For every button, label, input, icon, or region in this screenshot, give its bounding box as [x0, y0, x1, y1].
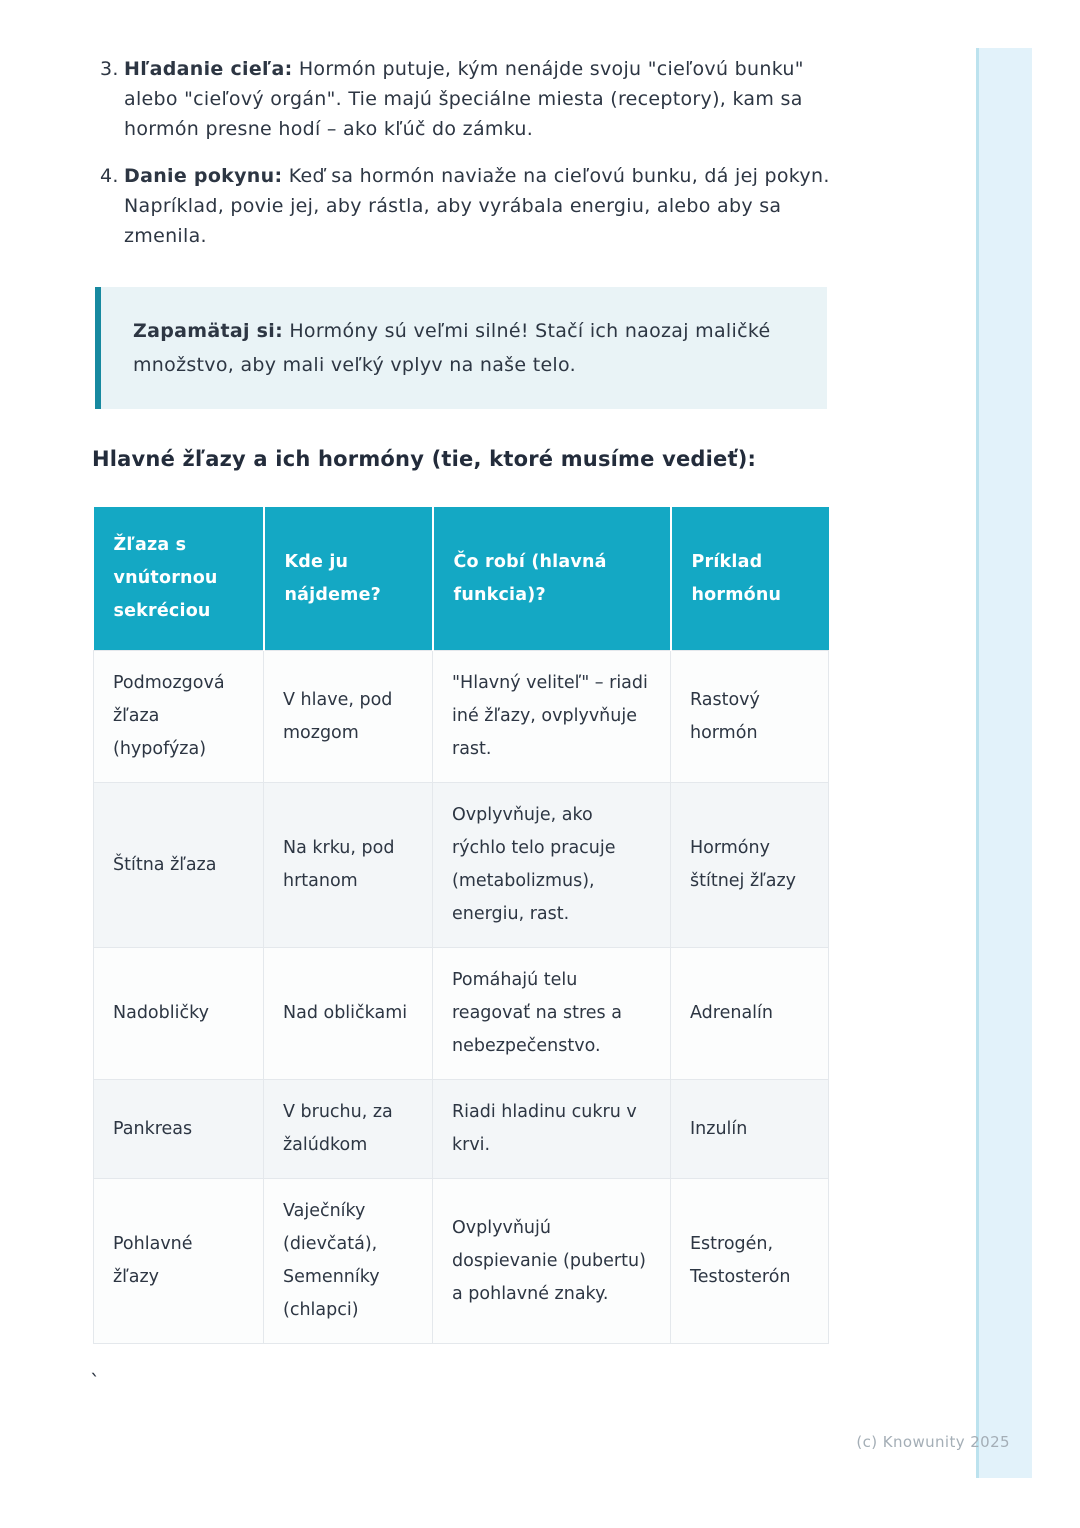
- numbered-list: [100, 54, 900, 251]
- table-header-row: [94, 507, 829, 651]
- list-item-body: Keď sa hormón naviaže na cieľovú bunku, dá jej pokyn. Napríklad, povie jej, aby rástla, aby vyrábala energiu, alebo aby sa zmenila.: [124, 165, 830, 247]
- section-heading: Hlavné žľazy a ich hormóny (tie, ktoré musíme vedieť):: [92, 447, 757, 471]
- table-cell: Adrenalín: [671, 948, 829, 1080]
- table-cell: Inzulín: [671, 1080, 829, 1179]
- table-cell: Ovplyvňuje, ako rýchlo telo pracuje (metabolizmus), energiu, rast.: [433, 783, 671, 948]
- table-cell: Pohlavné žľazy: [94, 1179, 264, 1344]
- right-accent-stripe: [976, 48, 1032, 1478]
- table-header-cell: Príklad hormónu: [671, 507, 829, 651]
- table-cell: "Hlavný veliteľ" – riadi iné žľazy, ovplyvňuje rast.: [433, 651, 671, 783]
- callout-lead: Zapamätaj si:: [133, 320, 283, 342]
- stray-backtick: `: [90, 1370, 100, 1394]
- table-cell: Podmozgová žľaza (hypofýza): [94, 651, 264, 783]
- table-cell: V bruchu, za žalúdkom: [264, 1080, 433, 1179]
- table-cell: Riadi hladinu cukru v krvi.: [433, 1080, 671, 1179]
- table-row: [94, 783, 829, 948]
- table-cell: Ovplyvňujú dospievanie (pubertu) a pohlavné znaky.: [433, 1179, 671, 1344]
- list-item-body: Hormón putuje, kým nenájde svoju "cieľovú bunku" alebo "cieľový orgán". Tie majú špeciálne miesta (receptory), kam sa hormón presne hodí – ako kľúč do zámku.: [124, 58, 804, 140]
- callout-text: [133, 314, 803, 382]
- table-header-cell: Kde ju nájdeme?: [264, 507, 433, 651]
- table-cell: Estrogén, Testosterón: [671, 1179, 829, 1344]
- list-item-text: [124, 54, 840, 144]
- glands-hormones-table: [93, 507, 829, 1344]
- list-item-number: 3.: [100, 58, 119, 80]
- table-header-cell: Žľaza s vnútornou sekréciou: [94, 507, 264, 651]
- table-cell: V hlave, pod mozgom: [264, 651, 433, 783]
- table-header-cell: Čo robí (hlavná funkcia)?: [433, 507, 671, 651]
- table-cell: Vaječníky (dievčatá), Semenníky (chlapci): [264, 1179, 433, 1344]
- table-row: [94, 1179, 829, 1344]
- table-cell: Nad obličkami: [264, 948, 433, 1080]
- remember-callout: [95, 287, 827, 409]
- list-item: [100, 54, 900, 144]
- table-cell: Nadobličky: [94, 948, 264, 1080]
- table-row: [94, 651, 829, 783]
- table-cell: Pankreas: [94, 1080, 264, 1179]
- copyright-footer: (c) Knowunity 2025: [856, 1433, 1010, 1451]
- table-cell: Hormóny štítnej žľazy: [671, 783, 829, 948]
- list-item-number: 4.: [100, 165, 119, 187]
- table-row: [94, 948, 829, 1080]
- list-item: [100, 161, 900, 251]
- table-cell: Štítna žľaza: [94, 783, 264, 948]
- list-item-text: [124, 161, 840, 251]
- table-cell: Na krku, pod hrtanom: [264, 783, 433, 948]
- table-cell: Rastový hormón: [671, 651, 829, 783]
- callout-body: Hormóny sú veľmi silné! Stačí ich naozaj maličké množstvo, aby mali veľký vplyv na naše telo.: [133, 320, 771, 376]
- table-row: [94, 1080, 829, 1179]
- table-cell: Pomáhajú telu reagovať na stres a nebezpečenstvo.: [433, 948, 671, 1080]
- list-item-lead: Hľadanie cieľa:: [124, 58, 293, 80]
- list-item-lead: Danie pokynu:: [124, 165, 283, 187]
